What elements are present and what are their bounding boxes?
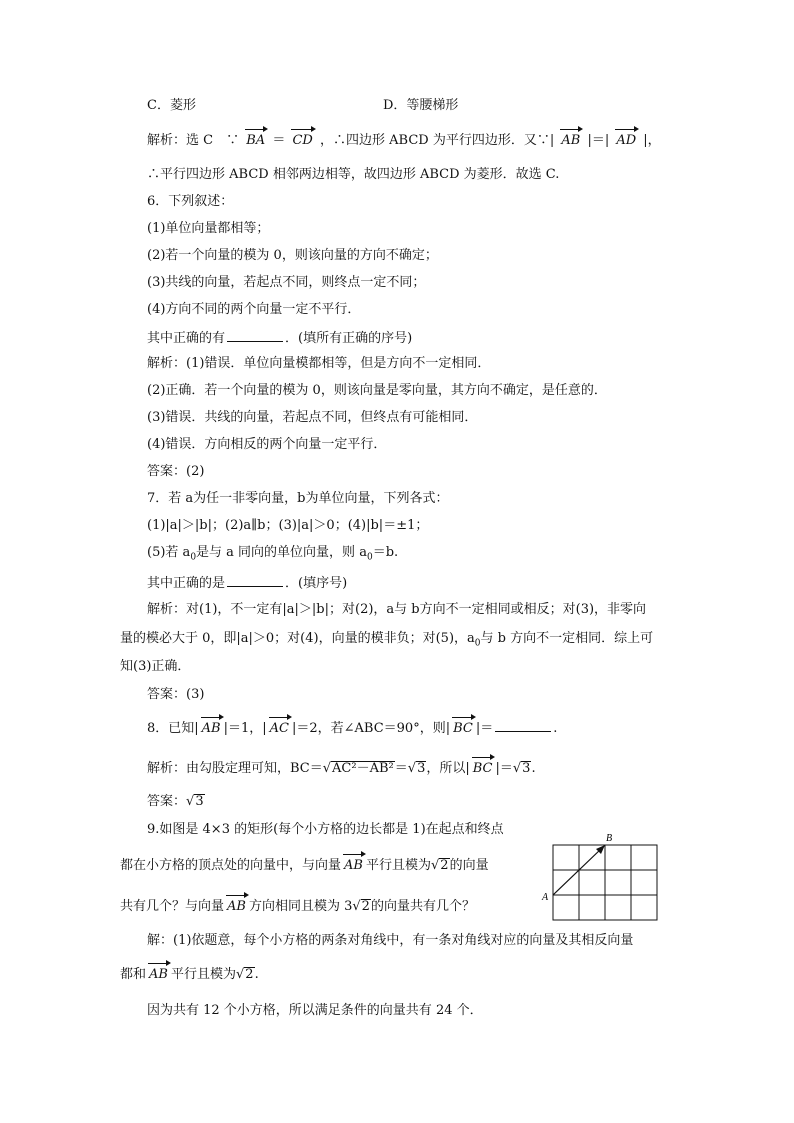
q9-solution-3: 因为共有 12 个小方格，所以满足条件的向量共有 24 个．	[147, 1003, 483, 1018]
vector-AB: AB	[227, 899, 246, 914]
grid-figure	[540, 828, 664, 924]
text: ＝	[272, 133, 286, 148]
q8-analysis: 解析：由勾股定理可知，BC＝√AC²－AB²＝√3，所以| BC |＝√3.	[147, 761, 536, 776]
text: 与 b 方向不一定相同．综上可	[480, 631, 654, 646]
subscript: 0	[190, 552, 197, 563]
q9-line-3: 共有几个？与向量 AB 方向相同且模为 3√2的向量共有几个？	[120, 899, 475, 914]
text: 其中正确的有	[147, 331, 226, 346]
text: 的向量共有几个？	[370, 899, 475, 914]
text: 其中正确的是	[147, 576, 226, 591]
q7-analysis-2	[120, 631, 653, 652]
text: 的向量	[449, 858, 489, 873]
vector-AC: AC	[269, 721, 289, 736]
radicand: 3	[195, 794, 204, 809]
q7-title: 7．若 a为任一非零向量，b为单位向量，下列各式：	[147, 491, 449, 506]
answer-blank	[227, 329, 283, 342]
vector-AB: AB	[561, 133, 581, 148]
q8-question	[147, 719, 557, 737]
text: .	[553, 721, 558, 736]
subscript: 0	[474, 638, 481, 649]
text: |＝	[495, 761, 513, 776]
text: ＝b.	[372, 545, 399, 560]
q6-analysis-4: (4)错误．方向相反的两个向量一定平行．	[147, 437, 387, 452]
option-d: D．等腰梯形	[383, 98, 459, 113]
text: 解析：选 C ∵	[147, 133, 240, 148]
q6-analysis-1: 解析：(1)错误．单位向量模都相等，但是方向不一定相同．	[147, 356, 491, 371]
text: 解析：由勾股定理可知，BC＝	[147, 761, 323, 776]
q6-analysis-2: (2)正确．若一个向量的模为 0，则该向量是零向量，其方向不确定，是任意的．	[147, 383, 607, 398]
text: 是与 a 同向的单位向量，则 a	[196, 545, 367, 560]
q7-analysis-3: 知(3)正确．	[120, 659, 191, 674]
text: 答案：	[147, 794, 187, 809]
text: ，∴四边形 ABCD 为平行四边形．又∵|	[320, 133, 555, 148]
q9-solution-1: 解：(1)依题意，每个小方格的两条对角线中，有一条对角线对应的向量及其相反向量	[147, 933, 634, 948]
answer-blank	[495, 719, 551, 732]
radicand: 2	[361, 899, 370, 914]
text: 共有几个？与向量	[120, 899, 225, 914]
vector-AB-arrow-line	[553, 848, 602, 895]
q5-analysis-line1	[147, 133, 661, 149]
point-B-label: B	[606, 833, 613, 844]
q6-statement-1: (1)单位向量都相等；	[147, 221, 270, 236]
text: (5)若 a	[147, 545, 191, 560]
text: |＝1，|	[223, 721, 267, 736]
vector-AD: AD	[616, 133, 637, 148]
q9-solution-2: 都和 AB 平行且模为√2.	[120, 967, 259, 982]
q8-answer: 答案：√3	[147, 794, 204, 809]
vector-BC: BC	[453, 721, 473, 736]
q6-title: 6．下列叙述：	[147, 194, 234, 209]
q6-analysis-3: (3)错误．共线的向量，若起点不同，但终点有可能相同．	[147, 410, 478, 425]
q7-item-5	[147, 545, 398, 566]
answer-blank	[227, 574, 283, 587]
vector-AB: AB	[201, 721, 221, 736]
q6-statement-3: (3)共线的向量，若起点不同，则终点一定不同；	[147, 275, 426, 290]
radicand: 2	[440, 858, 449, 873]
vector-BA: BA	[246, 133, 266, 148]
vector-AB: AB	[344, 858, 363, 873]
q7-answer: 答案：(3)	[147, 687, 205, 702]
text: |＝2，若∠ABC＝90°，则|	[291, 721, 451, 736]
text: .	[531, 761, 536, 776]
text: |＝|	[587, 133, 610, 148]
text: |＝	[475, 721, 494, 736]
text: ．(填所有正确的序号)	[285, 331, 413, 346]
vector-BC: BC	[472, 761, 493, 776]
text: 8．已知|	[147, 721, 199, 736]
q6-statement-4: (4)方向不同的两个向量一定不平行．	[147, 302, 361, 317]
q6-answer: 答案：(2)	[147, 464, 205, 479]
text: 平行且模为	[365, 858, 431, 873]
text: ＝	[394, 761, 408, 776]
radicand: 3	[522, 761, 531, 776]
q9-line-2: 都在小方格的顶点处的向量中，与向量 AB 平行且模为√2的向量	[120, 858, 489, 873]
q5-analysis-line2: ∴平行四边形 ABCD 相邻两边相等，故四边形 ABCD 为菱形．故选 C.	[147, 167, 560, 182]
radicand: 3	[417, 761, 426, 776]
q6-question	[147, 329, 412, 347]
text: ，所以|	[426, 761, 470, 776]
q6-statement-2: (2)若一个向量的模为 0，则该向量的方向不确定；	[147, 248, 438, 263]
text: 平行且模为	[170, 967, 236, 982]
subscript: 0	[366, 552, 373, 563]
text: ．(填序号)	[285, 576, 348, 591]
text: 量的模必大于 0，即|a|＞0；对(4)，向量的模非负；对(5)，a	[120, 631, 475, 646]
q9-line-1: 9.如图是 4×3 的矩形(每个小方格的边长都是 1)在起点和终点	[147, 822, 504, 837]
radicand: 2	[245, 967, 254, 982]
radicand: AC²－AB²	[332, 761, 394, 776]
q7-question	[147, 574, 347, 592]
grid	[553, 845, 657, 920]
text: 都在小方格的顶点处的向量中，与向量	[120, 858, 342, 873]
vector-CD: CD	[292, 133, 313, 148]
q7-items: (1)|a|＞|b|；(2)a∥b；(3)|a|＞0；(4)|b|＝±1；	[147, 518, 429, 533]
option-c: C．菱形	[147, 98, 196, 113]
text: .	[254, 967, 259, 982]
vector-AB: AB	[149, 967, 168, 982]
text: |，	[643, 133, 661, 148]
text: 都和	[120, 967, 147, 982]
text: 方向相同且模为 3	[248, 899, 353, 914]
point-A-label: A	[542, 892, 549, 903]
q7-analysis-1: 解析：对(1)，不一定有|a|＞|b|；对(2)，a与 b方向不一定相同或相反；对(3)，非零向	[147, 602, 647, 617]
